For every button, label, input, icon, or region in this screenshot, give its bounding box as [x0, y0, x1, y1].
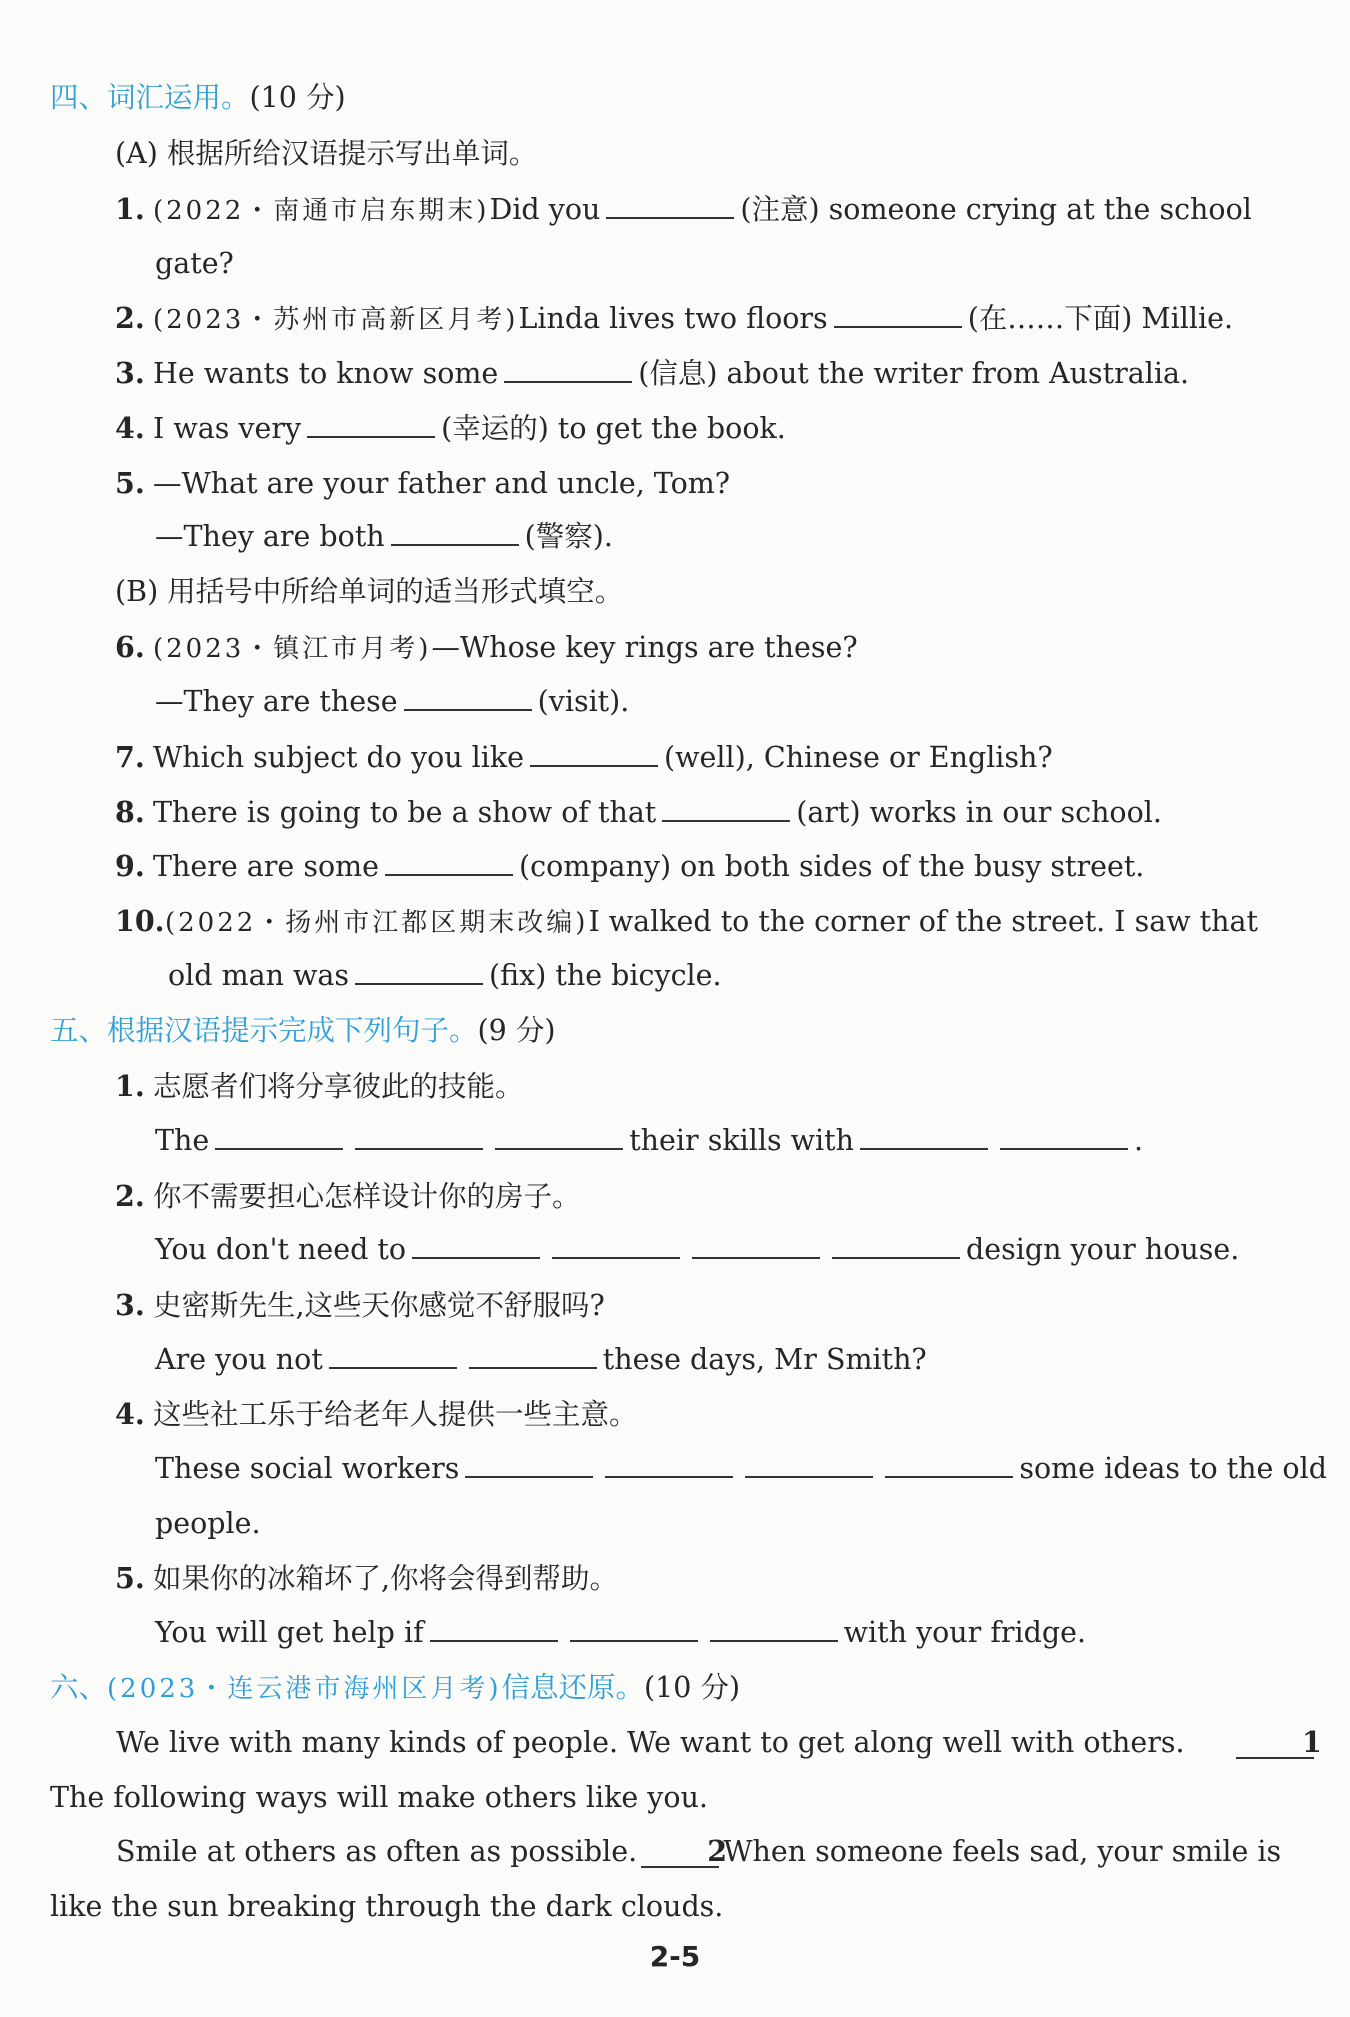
question-4-1-cont: gate?: [155, 247, 234, 280]
answer-blank[interactable]: [430, 1614, 558, 1642]
section5-heading: [50, 1011, 1350, 1051]
answer-blank[interactable]: [745, 1450, 873, 1478]
section6-points: (10 分): [644, 1671, 741, 1704]
answer-blank[interactable]: [605, 1450, 733, 1478]
answer-blank[interactable]: [404, 683, 532, 711]
answer-blank[interactable]: [465, 1450, 593, 1478]
question-4-5-answer: —They are both (警察).: [155, 520, 613, 553]
passage-blank-2[interactable]: 2: [641, 1836, 719, 1868]
question-5-5-chinese: 5. 如果你的冰箱坏了,你将会得到帮助。: [115, 1561, 619, 1595]
answer-blank[interactable]: [412, 1231, 540, 1259]
answer-blank[interactable]: [355, 1122, 483, 1150]
question-source: (2023・镇江市月考): [153, 634, 432, 664]
answer-blank[interactable]: [606, 191, 734, 219]
question-5-1-english: The their skills with .: [155, 1124, 1144, 1157]
question-4-7: 7. Which subject do you like (well), Chinese or English?: [115, 740, 1053, 774]
answer-blank[interactable]: [495, 1122, 623, 1150]
question-4-5: 5. —What are your father and uncle, Tom?: [115, 466, 731, 500]
question-4-4: 4. I was very (幸运的) to get the book.: [115, 411, 786, 445]
partB-instruction: (B) 用括号中所给单词的适当形式填空。: [115, 575, 624, 608]
answer-blank[interactable]: [570, 1614, 698, 1642]
passage-line-4: like the sun breaking through the dark clouds.: [50, 1890, 724, 1923]
answer-blank[interactable]: [215, 1122, 343, 1150]
question-4-3: 3. He wants to know some (信息) about the writer from Australia.: [115, 356, 1190, 390]
section6-title: 信息还原。: [501, 1671, 644, 1704]
question-5-1-chinese: 1. 志愿者们将分享彼此的技能。: [115, 1069, 524, 1103]
question-5-3-chinese: 3. 史密斯先生,这些天你感觉不舒服吗?: [115, 1288, 605, 1322]
question-5-4-chinese: 4. 这些社工乐于给老年人提供一些主意。: [115, 1397, 638, 1431]
question-5-3-english: Are you not these days, Mr Smith?: [155, 1343, 927, 1376]
question-4-2: 2. (2023・苏州市高新区月考)Linda lives two floors (在……下面) Millie.: [115, 301, 1234, 335]
answer-blank[interactable]: [469, 1341, 597, 1369]
section5-title: 五、根据汉语提示完成下列句子。: [50, 1014, 478, 1047]
answer-blank[interactable]: [504, 355, 632, 383]
question-source: (2023・苏州市高新区月考): [153, 305, 519, 335]
answer-blank[interactable]: [391, 518, 519, 546]
question-4-1: 1. (2022・南通市启东期末)Did you (注意) someone crying at the school: [115, 192, 1252, 226]
section4-points: (10 分): [249, 81, 346, 114]
section4-heading: [50, 78, 1350, 118]
section6-source: (2023・连云港市海州区月考): [107, 1674, 502, 1704]
question-5-4-cont: people.: [155, 1507, 261, 1540]
question-5-4-english: These social workers some ideas to the old: [155, 1452, 1327, 1485]
answer-blank[interactable]: [307, 410, 435, 438]
passage-line-2: The following ways will make others like you.: [50, 1781, 708, 1814]
answer-blank[interactable]: [885, 1450, 1013, 1478]
question-5-5-english: You will get help if with your fridge.: [155, 1616, 1087, 1649]
answer-blank[interactable]: [860, 1122, 988, 1150]
answer-blank[interactable]: [355, 957, 483, 985]
answer-blank[interactable]: [530, 739, 658, 767]
answer-blank[interactable]: [834, 300, 962, 328]
question-source: (2022・扬州市江都区期末改编): [165, 908, 589, 938]
answer-blank[interactable]: [710, 1614, 838, 1642]
answer-blank[interactable]: [329, 1341, 457, 1369]
passage-line-3: Smile at others as often as possible. 2When someone feels sad, your smile is: [116, 1834, 1282, 1868]
answer-blank[interactable]: [552, 1231, 680, 1259]
question-4-8: 8. There is going to be a show of that (art) works in our school.: [115, 795, 1162, 829]
section5-points: (9 分): [477, 1014, 556, 1047]
section4-title: 四、词汇运用。: [50, 81, 250, 114]
answer-blank[interactable]: [385, 848, 513, 876]
answer-blank[interactable]: [832, 1231, 960, 1259]
question-4-9: 9. There are some (company) on both sides of the busy street.: [115, 849, 1145, 883]
question-4-10-cont: old man was (fix) the bicycle.: [168, 959, 722, 992]
answer-blank[interactable]: [662, 794, 790, 822]
question-4-10: 10.(2022・扬州市江都区期末改编)I walked to the corner of the street. I saw that: [115, 904, 1258, 938]
section6-heading: 六、(2023・连云港市海州区月考)信息还原。(10 分): [50, 1671, 741, 1704]
passage-blank-1[interactable]: 1: [1236, 1727, 1314, 1759]
question-4-6-answer: —They are these (visit).: [155, 685, 630, 718]
answer-blank[interactable]: [1000, 1122, 1128, 1150]
partA-instruction: (A) 根据所给汉语提示写出单词。: [115, 137, 538, 170]
answer-blank[interactable]: [692, 1231, 820, 1259]
question-4-6: 6. (2023・镇江市月考)—Whose key rings are these?: [115, 630, 858, 664]
passage-line-1: We live with many kinds of people. We want to get along well with others. 1: [116, 1725, 1322, 1759]
question-5-2-english: You don't need to design your house.: [155, 1233, 1240, 1266]
question-5-2-chinese: 2. 你不需要担心怎样设计你的房子。: [115, 1179, 581, 1213]
page-number: 2-5: [649, 1940, 701, 1973]
question-source: (2022・南通市启东期末): [153, 196, 490, 226]
